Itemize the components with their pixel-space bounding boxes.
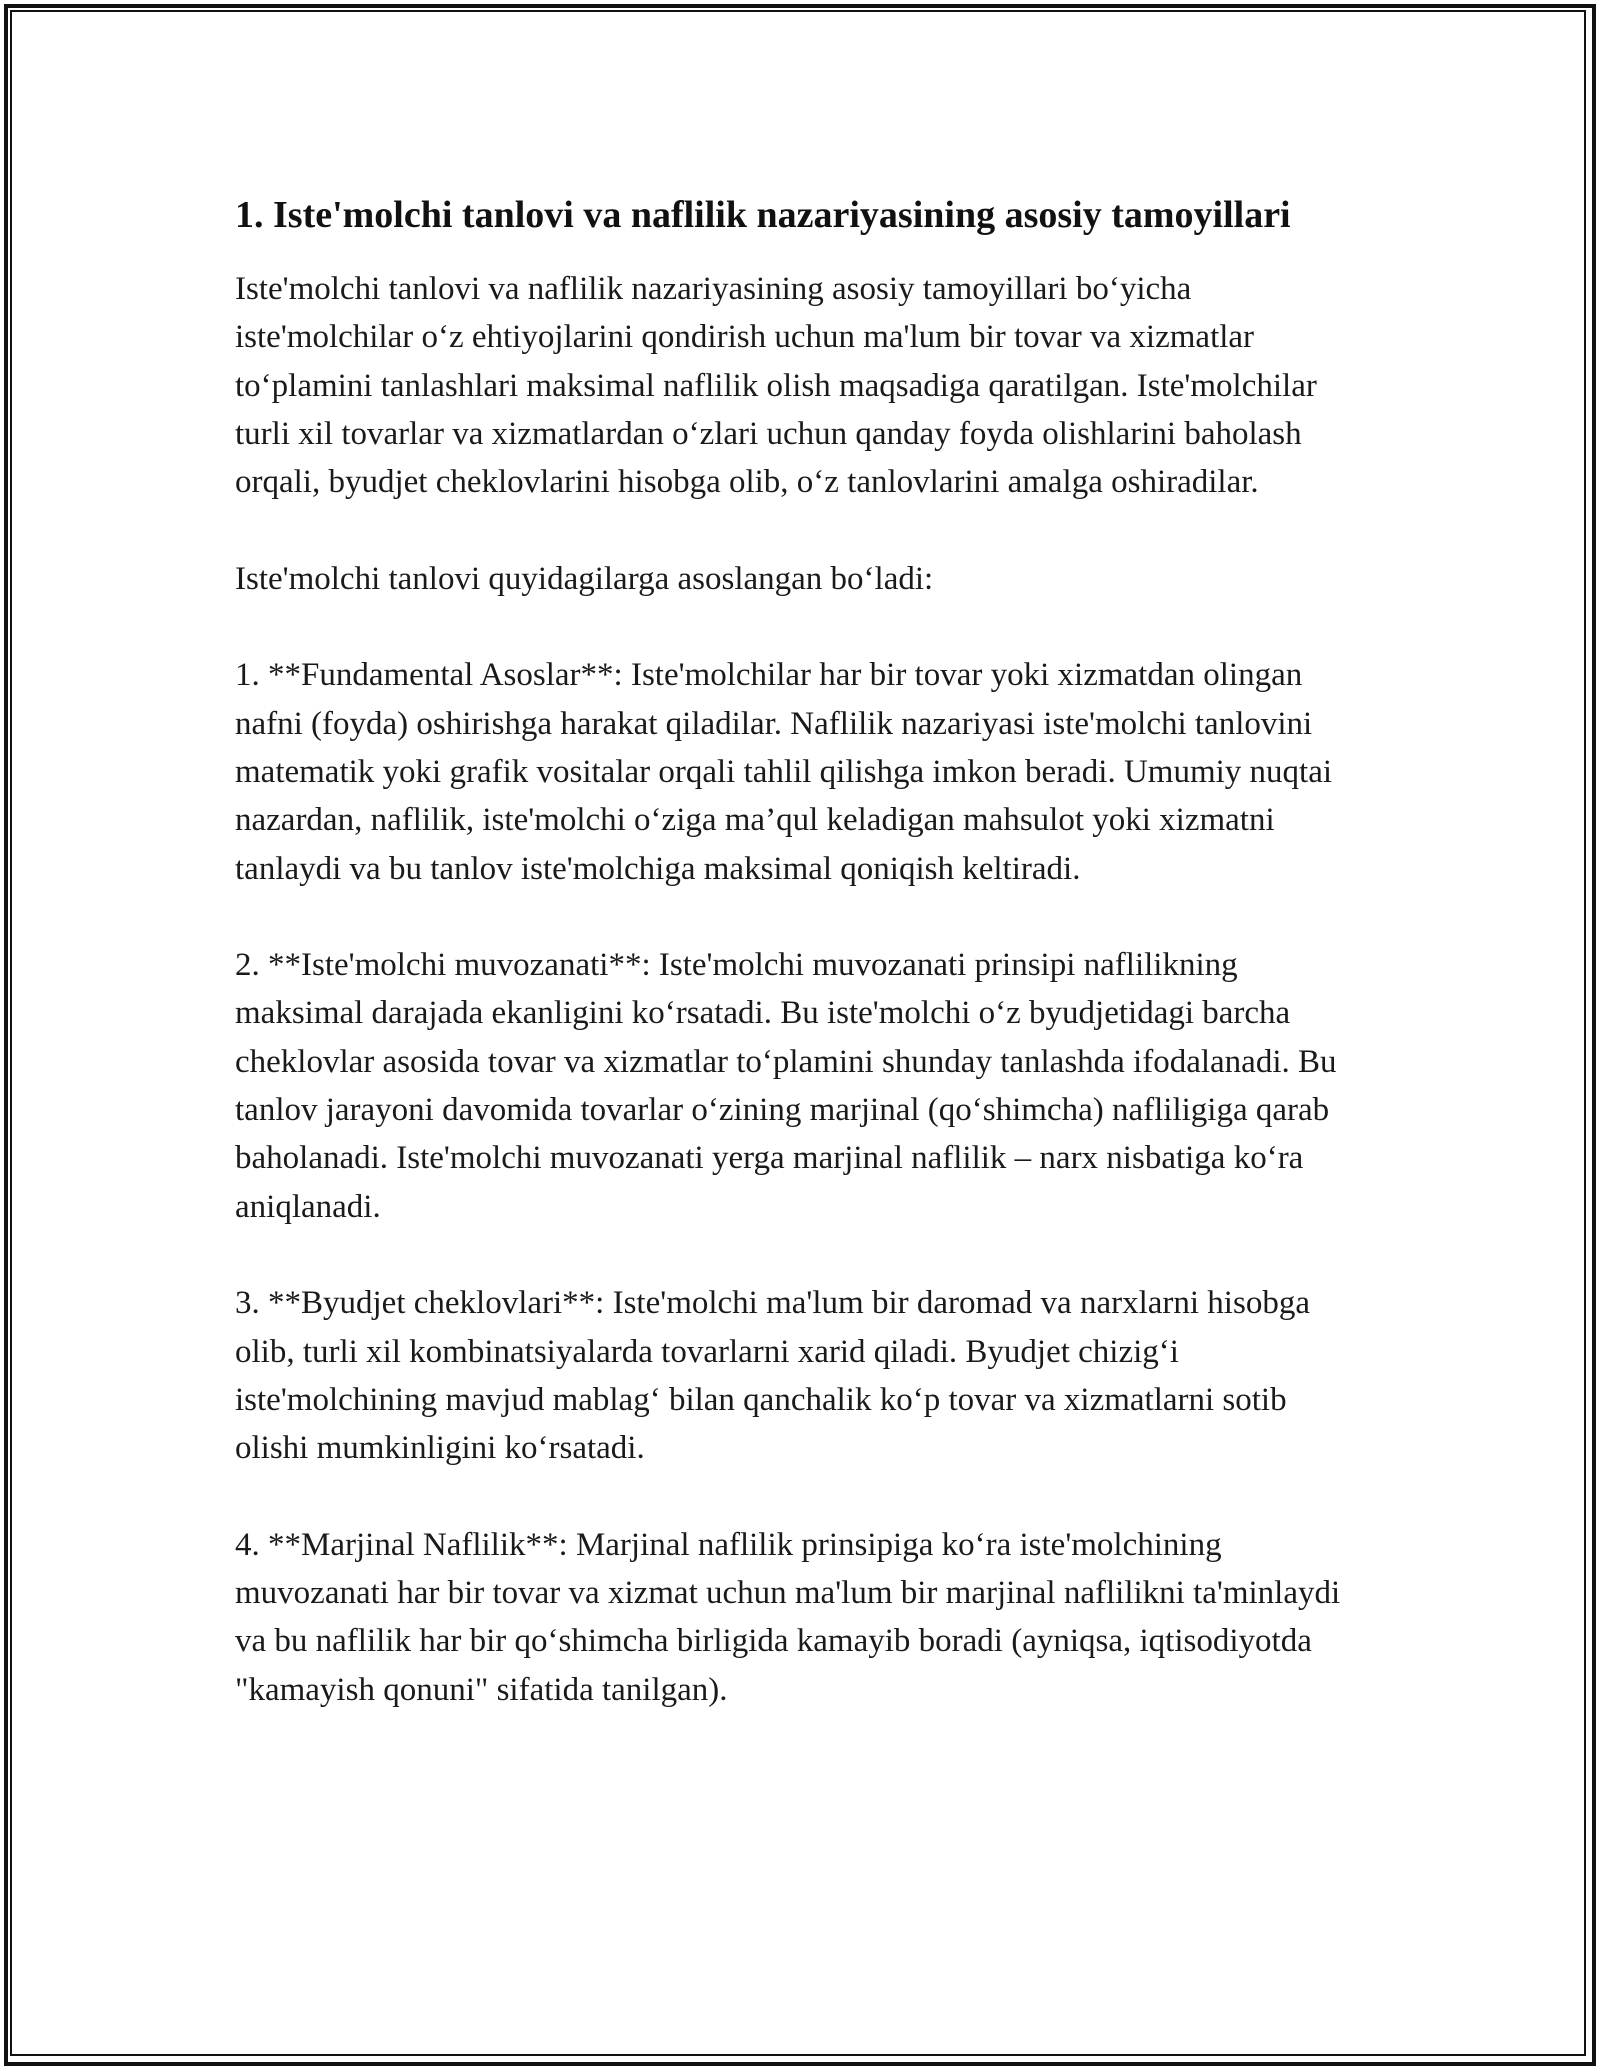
paragraph-intro: Iste'molchi tanlovi va naflilik nazariyasining asosiy tamoyillari bo‘yicha iste'molchilar o‘z ehtiyojlarini qondirish uchun ma'lum bir tovar va xizmatlar to‘plamini tanlashlari maksimal naflilik olish maqsadiga qaratilgan. Iste'molchilar turli xil tovarlar va xizmatlardan o‘zlari uchun qanday foyda olishlarini baholash orqali, byudjet cheklovlarini hisobga olib, o‘z tanlovlarini amalga oshiradilar. xyxy=(235,271,1317,501)
paragraph-point-4: 4. **Marjinal Naflilik**: Marjinal naflilik prinsipiga ko‘ra iste'molchining muvozanati har bir tovar va xizmat uchun ma'lum bir marjinal naflilikni ta'minlaydi va bu naflilik har bir qo‘shimcha birligida kamayib boradi (ayniqsa, iqtisodiyotda "kamayish qonuni" sifatida tanilgan). xyxy=(235,1526,1341,1708)
document-body xyxy=(235,188,1365,1762)
paragraph-point-2: 2. **Iste'molchi muvozanati**: Iste'molchi muvozanati prinsipi naflilikning maksimal darajada ekanligini ko‘rsatadi. Bu iste'molchi o‘z byudjetidagi barcha cheklovlar asosida tovar va xizmatlar to‘plamini shunday tanlashda ifodalanadi. Bu tanlov jarayoni davomida tovarlar o‘zining marjinal (qo‘shimcha) nafliligiga qarab baholanadi. Iste'molchi muvozanati yerga marjinal naflilik – narx nisbatiga ko‘ra aniqlanadi. xyxy=(235,947,1337,1225)
document-title: 1. Iste'molchi tanlovi va naflilik nazariyasining asosiy tamoyillari xyxy=(235,194,1291,236)
paragraph-point-3: 3. **Byudjet cheklovlari**: Iste'molchi ma'lum bir daromad va narxlarni hisobga olib, turli xil kombinatsiyalarda tovarlarni xarid qiladi. Byudjet chizig‘i iste'molchining mavjud mablag‘ bilan qanchalik ko‘p tovar va xizmatlarni sotib olishi mumkinligini ko‘rsatadi. xyxy=(235,1285,1310,1467)
paragraph-point-1: 1. **Fundamental Asoslar**: Iste'molchilar har bir tovar yoki xizmatdan olingan nafni (foyda) oshirishga harakat qiladilar. Naflilik nazariyasi iste'molchi tanlovini matematik yoki grafik vositalar orqali tahlil qilishga imkon beradi. Umumiy nuqtai nazardan, naflilik, iste'molchi o‘ziga ma’qul keladigan mahsulot yoki xizmatni tanlaydi va bu tanlov iste'molchiga maksimal qoniqish keltiradi. xyxy=(235,657,1333,887)
paragraph-lead-in: Iste'molchi tanlovi quyidagilarga asoslangan bo‘ladi: xyxy=(235,560,934,597)
